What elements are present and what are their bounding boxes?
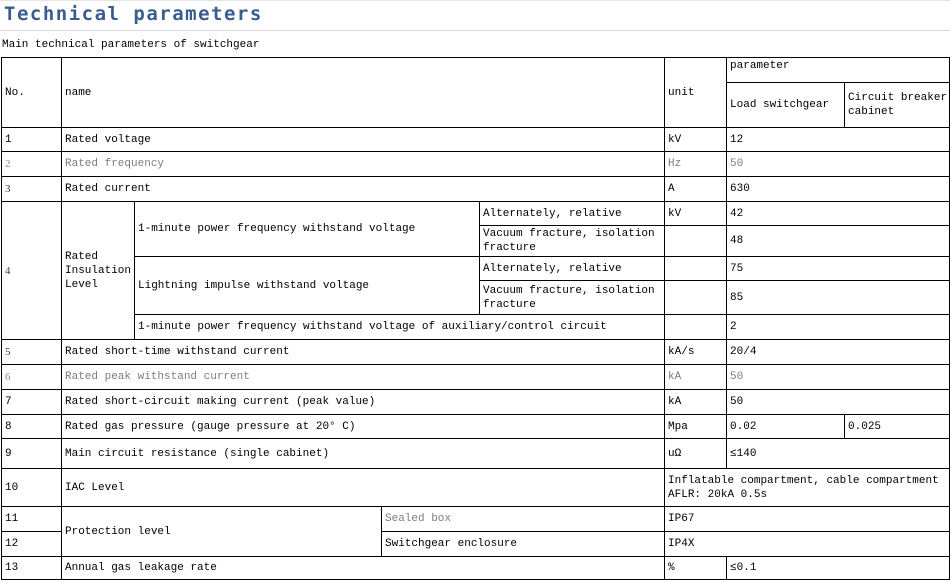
row11-value: IP67	[665, 507, 950, 532]
table-row	[2, 340, 950, 365]
header-circuit-breaker-cabinet: Circuit breaker cabinet	[845, 83, 950, 128]
table-row	[2, 315, 950, 340]
row1-name: Rated voltage	[62, 128, 665, 152]
row4-value-48: 48	[727, 226, 950, 257]
row4-unit-empty-1	[665, 226, 727, 257]
row7-unit: kA	[665, 390, 727, 415]
row5-unit: kA/s	[665, 340, 727, 365]
row3-value: 630	[727, 177, 950, 202]
header-no: No.	[2, 58, 62, 128]
row12-sub-name: Switchgear enclosure	[382, 532, 665, 557]
table-row	[2, 439, 950, 469]
row9-value: ≤140	[727, 439, 950, 469]
header-load-switchgear: Load switchgear	[727, 83, 845, 128]
table-row	[2, 507, 950, 532]
page-title: Technical parameters	[4, 3, 263, 25]
row11-group-name: Protection level	[62, 507, 382, 557]
table-row	[2, 152, 950, 177]
row11-no: 11	[2, 507, 62, 532]
row9-name: Main circuit resistance (single cabinet)	[62, 439, 665, 469]
row4-alternately-2: Alternately, relative	[480, 257, 665, 281]
row13-name: Annual gas leakage rate	[62, 557, 665, 580]
row4-unit-empty-3	[665, 281, 727, 315]
row10-value-line2: AFLR: 20kA 0.5s	[668, 488, 768, 501]
row4-vacuum-1: Vacuum fracture, isolation fracture	[480, 226, 665, 257]
table-row	[2, 415, 950, 439]
row4-no: 4	[2, 202, 62, 340]
row10-name: IAC Level	[62, 469, 665, 507]
row8-name: Rated gas pressure (gauge pressure at 20° C)	[62, 415, 665, 439]
row7-name: Rated short-circuit making current (peak value)	[62, 390, 665, 415]
row5-value: 20/4	[727, 340, 950, 365]
row11-sub-name: Sealed box	[382, 507, 665, 532]
table-row	[2, 128, 950, 152]
title-divider-line	[0, 30, 950, 31]
row4-value-2: 2	[727, 315, 950, 340]
row10-value-line1: Inflatable compartment, cable compartment	[668, 474, 939, 487]
row8-unit: Mpa	[665, 415, 727, 439]
parameters-table	[1, 57, 950, 580]
table-row	[2, 257, 950, 281]
row4-value-85: 85	[727, 281, 950, 315]
row7-no: 7	[2, 390, 62, 415]
row2-unit: Hz	[665, 152, 727, 177]
row4-vacuum-2: Vacuum fracture, isolation fracture	[480, 281, 665, 315]
row9-no: 9	[2, 439, 62, 469]
row10-no: 10	[2, 469, 62, 507]
row4-unit: kV	[665, 202, 727, 226]
row8-no: 8	[2, 415, 62, 439]
row2-value: 50	[727, 152, 950, 177]
row6-value: 50	[727, 365, 950, 390]
row13-unit: %	[665, 557, 727, 580]
row4-unit-empty-2	[665, 257, 727, 281]
table-row	[2, 390, 950, 415]
header-name: name	[62, 58, 665, 128]
header-unit: unit	[665, 58, 727, 128]
row5-name: Rated short-time withstand current	[62, 340, 665, 365]
row1-unit: kV	[665, 128, 727, 152]
row4-unit-empty-4	[665, 315, 727, 340]
row8-cbc-value: 0.025	[845, 415, 950, 439]
row3-name: Rated current	[62, 177, 665, 202]
row8-load-value: 0.02	[727, 415, 845, 439]
table-row	[2, 365, 950, 390]
row9-unit: uΩ	[665, 439, 727, 469]
table-row	[2, 177, 950, 202]
row4-lightning-label: Lightning impulse withstand voltage	[135, 257, 480, 315]
table-row	[2, 202, 950, 226]
row4-value-42: 42	[727, 202, 950, 226]
row7-value: 50	[727, 390, 950, 415]
row12-no: 12	[2, 532, 62, 557]
top-border-line	[0, 0, 950, 1]
table-row	[2, 557, 950, 580]
row3-no: 3	[2, 177, 62, 202]
row4-power-frequency-label: 1-minute power frequency withstand voltage	[135, 202, 480, 257]
row12-value: IP4X	[665, 532, 950, 557]
header-parameter: parameter	[727, 58, 950, 83]
row4-value-75: 75	[727, 257, 950, 281]
row13-no: 13	[2, 557, 62, 580]
row4-name: Rated Insulation Level	[62, 202, 135, 340]
row2-name: Rated frequency	[62, 152, 665, 177]
row4-alternately-1: Alternately, relative	[480, 202, 665, 226]
row13-value: ≤0.1	[727, 557, 950, 580]
row1-no: 1	[2, 128, 62, 152]
row6-unit: kA	[665, 365, 727, 390]
row10-value	[665, 469, 950, 507]
header-row-top	[2, 58, 950, 83]
row6-no: 6	[2, 365, 62, 390]
table-caption: Main technical parameters of switchgear	[2, 39, 260, 51]
row5-no: 5	[2, 340, 62, 365]
row6-name: Rated peak withstand current	[62, 365, 665, 390]
table-row	[2, 469, 950, 507]
row3-unit: A	[665, 177, 727, 202]
row2-no: 2	[2, 152, 62, 177]
row1-value: 12	[727, 128, 950, 152]
row4-auxiliary-label: 1-minute power frequency withstand voltage of auxiliary/control circuit	[135, 315, 665, 340]
